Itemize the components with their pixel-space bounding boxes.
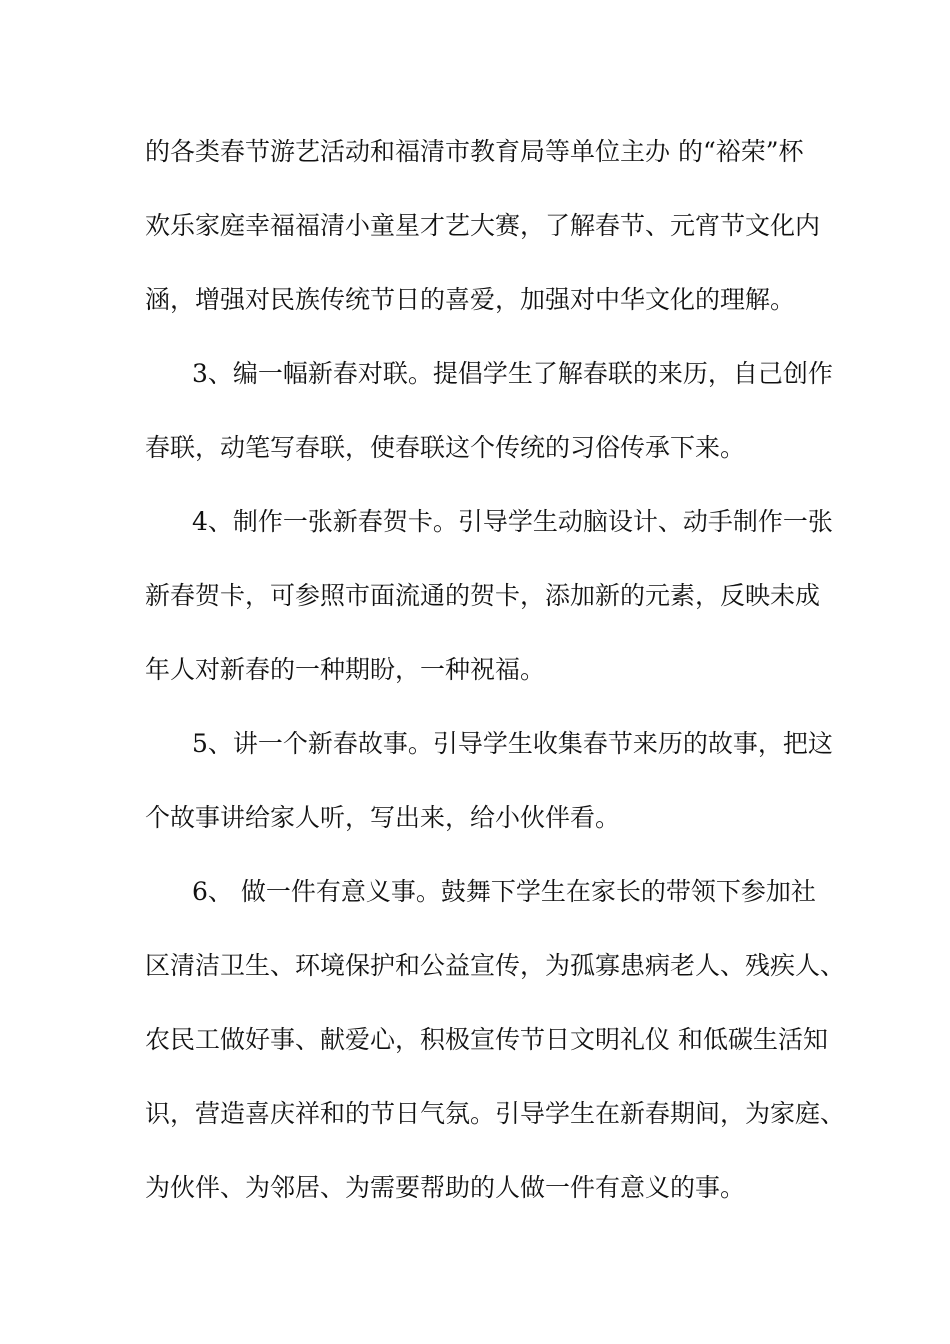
text-line: 识，营造喜庆祥和的节日气氛。引导学生在新春期间，为家庭、 bbox=[145, 1099, 846, 1128]
text-line: 区清洁卫生、环境保护和公益宣传，为孤寡患病老人、残疾人、 bbox=[145, 951, 846, 980]
text-line: 个故事讲给家人听，写出来，给小伙伴看。 bbox=[145, 803, 621, 832]
text-line: 涵，增强对民族传统节日的喜爱，加强对中华文化的理解。 bbox=[145, 285, 796, 314]
text-line: 的各类春节游艺活动和福清市教育局等单位主办 的“裕荣”杯 bbox=[145, 137, 804, 166]
text-line: 6、 做一件有意义事。鼓舞下学生在家长的带领下参加社 bbox=[192, 877, 816, 906]
text-line: 5、讲一个新春故事。引导学生收集春节来历的故事，把这 bbox=[192, 729, 833, 758]
text-line: 年人对新春的一种期盼，一种祝福。 bbox=[145, 655, 546, 684]
text-line: 新春贺卡，可参照市面流通的贺卡，添加新的元素，反映未成 bbox=[145, 581, 821, 610]
text-line: 春联，动笔写春联，使春联这个传统的习俗传承下来。 bbox=[145, 433, 746, 462]
text-line: 农民工做好事、献爱心，积极宣传节日文明礼仪 和低碳生活知 bbox=[145, 1025, 828, 1054]
text-line: 3、编一幅新春对联。提倡学生了解春联的来历，自己创作 bbox=[192, 359, 833, 388]
text-line: 为伙伴、为邻居、为需要帮助的人做一件有意义的事。 bbox=[145, 1173, 746, 1202]
text-line: 4、制作一张新春贺卡。引导学生动脑设计、动手制作一张 bbox=[192, 507, 833, 536]
text-line: 欢乐家庭幸福福清小童星才艺大赛，了解春节、元宵节文化内 bbox=[145, 211, 821, 240]
document-body bbox=[145, 130, 846, 1240]
